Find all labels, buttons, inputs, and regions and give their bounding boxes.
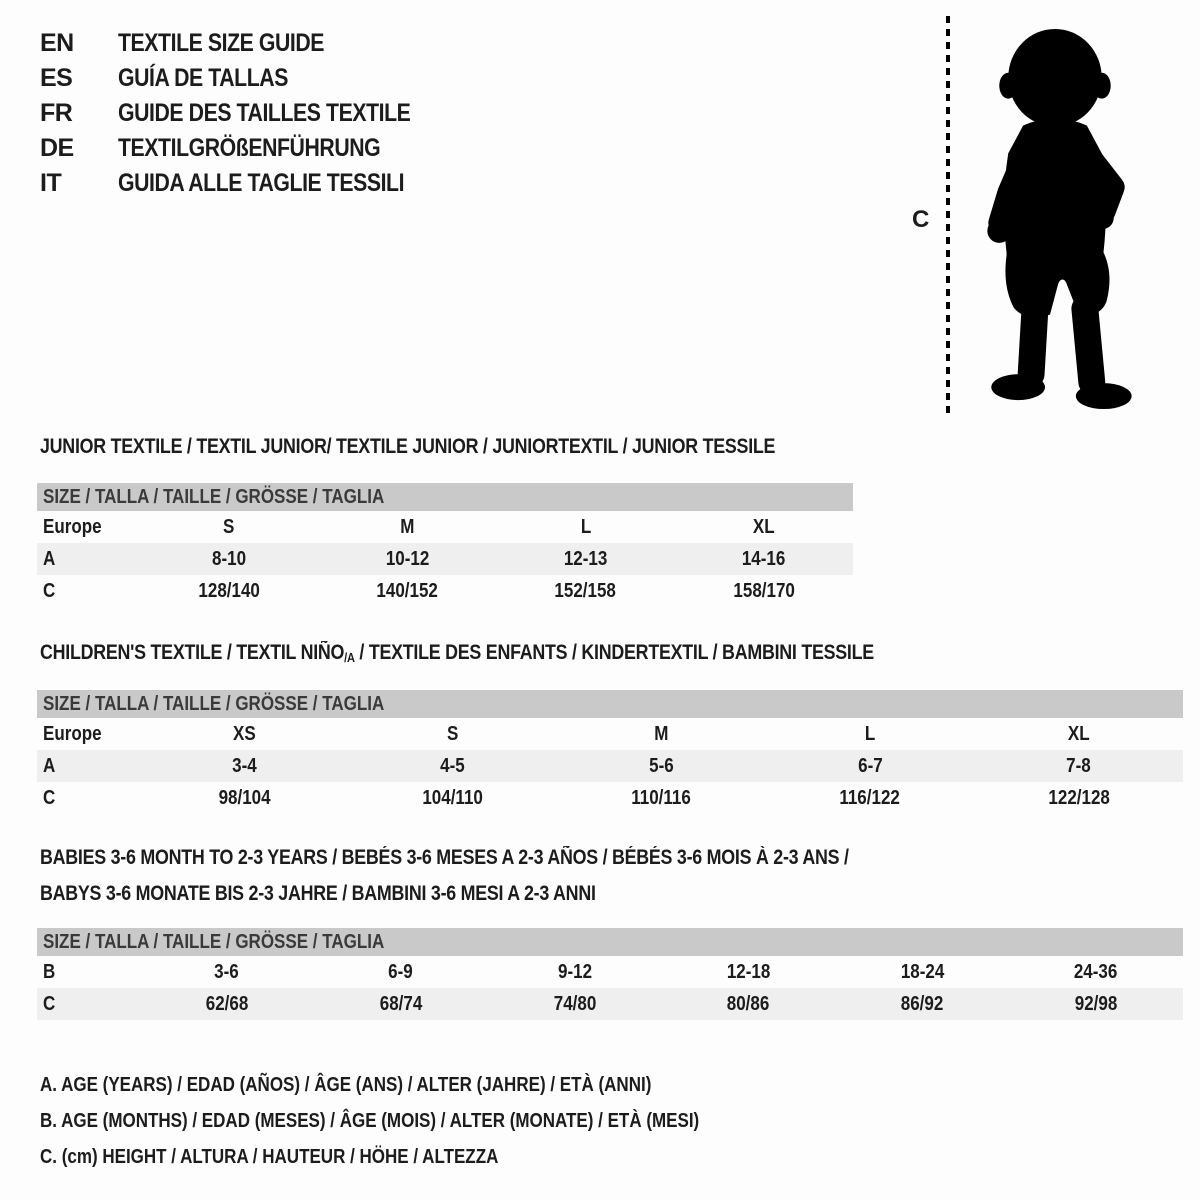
row-label: B bbox=[43, 960, 56, 983]
table-cell: 92/98 bbox=[1074, 992, 1118, 1015]
table-cell: 116/122 bbox=[839, 786, 901, 809]
table-cell: 122/128 bbox=[1047, 786, 1110, 809]
region-label: Europe bbox=[43, 515, 102, 538]
size-column: M bbox=[654, 722, 669, 745]
table-cell: 74/80 bbox=[553, 992, 596, 1015]
table-cell: 140/152 bbox=[376, 579, 439, 602]
table-cell: 9-12 bbox=[557, 960, 592, 983]
table-cell: 80/86 bbox=[727, 992, 770, 1015]
table-cell: 6-9 bbox=[388, 960, 414, 983]
guide-title: TEXTILGRÖßENFÜHRUNG bbox=[118, 134, 381, 162]
legend-line-a: A. AGE (YEARS) / EDAD (AÑOS) / ÂGE (ANS) / ALTER (JAHRE) / ETÀ (ANNI) bbox=[40, 1074, 652, 1096]
guide-title: TEXTILE SIZE GUIDE bbox=[118, 29, 325, 57]
language-code: FR bbox=[40, 99, 73, 127]
legend-line-c: C. (cm) HEIGHT / ALTURA / HAUTEUR / HÖHE / ALTEZZA bbox=[40, 1146, 499, 1168]
table-cell: 110/116 bbox=[631, 786, 692, 809]
row-label: C bbox=[43, 992, 56, 1015]
table-cell: 18-24 bbox=[900, 960, 944, 983]
language-code: IT bbox=[40, 169, 62, 197]
babies-size-table bbox=[37, 928, 1183, 1020]
size-header-bar: SIZE / TALLA / TAILLE / GRÖSSE / TAGLIA bbox=[37, 928, 1183, 956]
guide-title: GUÍA DE TALLAS bbox=[118, 64, 288, 92]
row-label: C bbox=[43, 786, 56, 809]
babies-section-heading-line1: BABIES 3-6 MONTH TO 2-3 YEARS / BEBÉS 3-6 MESES A 2-3 AÑOS / BÉBÉS 3-6 MOIS À 2-3 ANS / bbox=[40, 846, 849, 869]
table-header-row bbox=[37, 511, 853, 543]
language-row bbox=[40, 61, 462, 96]
table-cell: 12-13 bbox=[563, 547, 608, 570]
table-row bbox=[37, 750, 1183, 782]
size-column: XS bbox=[232, 722, 256, 745]
guide-title: GUIDE DES TAILLES TEXTILE bbox=[118, 99, 411, 127]
table-cell: 128/140 bbox=[198, 579, 260, 602]
legend-line-b: B. AGE (MONTHS) / EDAD (MESES) / ÂGE (MOIS) / ALTER (MONATE) / ETÀ (MESI) bbox=[40, 1110, 700, 1132]
table-cell: 68/74 bbox=[379, 992, 423, 1015]
table-cell: 24-36 bbox=[1074, 960, 1118, 983]
language-row bbox=[40, 166, 462, 201]
table-cell: 158/170 bbox=[733, 579, 795, 602]
table-cell: 6-7 bbox=[857, 754, 883, 777]
table-row bbox=[37, 956, 1183, 988]
junior-section-heading: JUNIOR TEXTILE / TEXTIL JUNIOR/ TEXTILE JUNIOR / JUNIORTEXTIL / JUNIOR TESSILE bbox=[40, 435, 776, 458]
size-header-bar: SIZE / TALLA / TAILLE / GRÖSSE / TAGLIA bbox=[37, 690, 1183, 718]
children-section-heading: CHILDREN'S TEXTILE / TEXTIL NIÑO/A / TEXTILE DES ENFANTS / KINDERTEXTIL / BAMBINI TESSILE bbox=[40, 641, 874, 665]
row-label: C bbox=[43, 579, 56, 602]
language-row bbox=[40, 131, 462, 166]
table-cell: 4-5 bbox=[440, 754, 466, 777]
table-cell: 86/92 bbox=[900, 992, 944, 1015]
nino-a-subscript: /A bbox=[344, 650, 355, 665]
table-row bbox=[37, 575, 853, 607]
babies-section-heading-line2: BABYS 3-6 MONATE BIS 2-3 JAHRE / BAMBINI 3-6 MESI A 2-3 ANNI bbox=[40, 882, 596, 905]
table-cell: 5-6 bbox=[649, 754, 674, 777]
table-cell: 62/68 bbox=[205, 992, 249, 1015]
height-measure-dashed-line bbox=[944, 16, 952, 416]
size-column: XL bbox=[753, 515, 775, 538]
table-cell: 10-12 bbox=[385, 547, 430, 570]
table-cell: 12-18 bbox=[726, 960, 771, 983]
table-cell: 152/158 bbox=[554, 579, 617, 602]
size-header-bar: SIZE / TALLA / TAILLE / GRÖSSE / TAGLIA bbox=[37, 483, 853, 511]
size-column: L bbox=[580, 515, 591, 538]
junior-size-table bbox=[37, 483, 853, 607]
table-row bbox=[37, 988, 1183, 1020]
size-column: S bbox=[447, 722, 459, 745]
language-code: DE bbox=[40, 134, 74, 162]
language-row bbox=[40, 96, 462, 131]
guide-title: GUIDA ALLE TAGLIE TESSILI bbox=[118, 169, 405, 197]
table-cell: 104/110 bbox=[422, 786, 484, 809]
size-column: XL bbox=[1067, 722, 1090, 745]
table-cell: 7-8 bbox=[1066, 754, 1091, 777]
table-cell: 98/104 bbox=[218, 786, 271, 809]
size-column: S bbox=[223, 515, 235, 538]
language-code: ES bbox=[40, 64, 73, 92]
language-code: EN bbox=[40, 29, 74, 57]
language-row bbox=[40, 26, 462, 61]
table-row bbox=[37, 782, 1183, 814]
language-title-list bbox=[40, 26, 462, 201]
toddler-silhouette-image bbox=[972, 22, 1134, 420]
measure-label-c: C bbox=[912, 206, 930, 233]
table-row bbox=[37, 543, 853, 575]
table-cell: 8-10 bbox=[212, 547, 247, 570]
row-label: A bbox=[43, 547, 56, 570]
size-column: M bbox=[400, 515, 415, 538]
row-label: A bbox=[43, 754, 56, 777]
table-header-row bbox=[37, 718, 1183, 750]
table-cell: 14-16 bbox=[742, 547, 786, 570]
table-cell: 3-6 bbox=[214, 960, 240, 983]
children-size-table bbox=[37, 690, 1183, 814]
size-column: L bbox=[864, 722, 876, 745]
region-label: Europe bbox=[43, 722, 102, 745]
table-cell: 3-4 bbox=[232, 754, 257, 777]
